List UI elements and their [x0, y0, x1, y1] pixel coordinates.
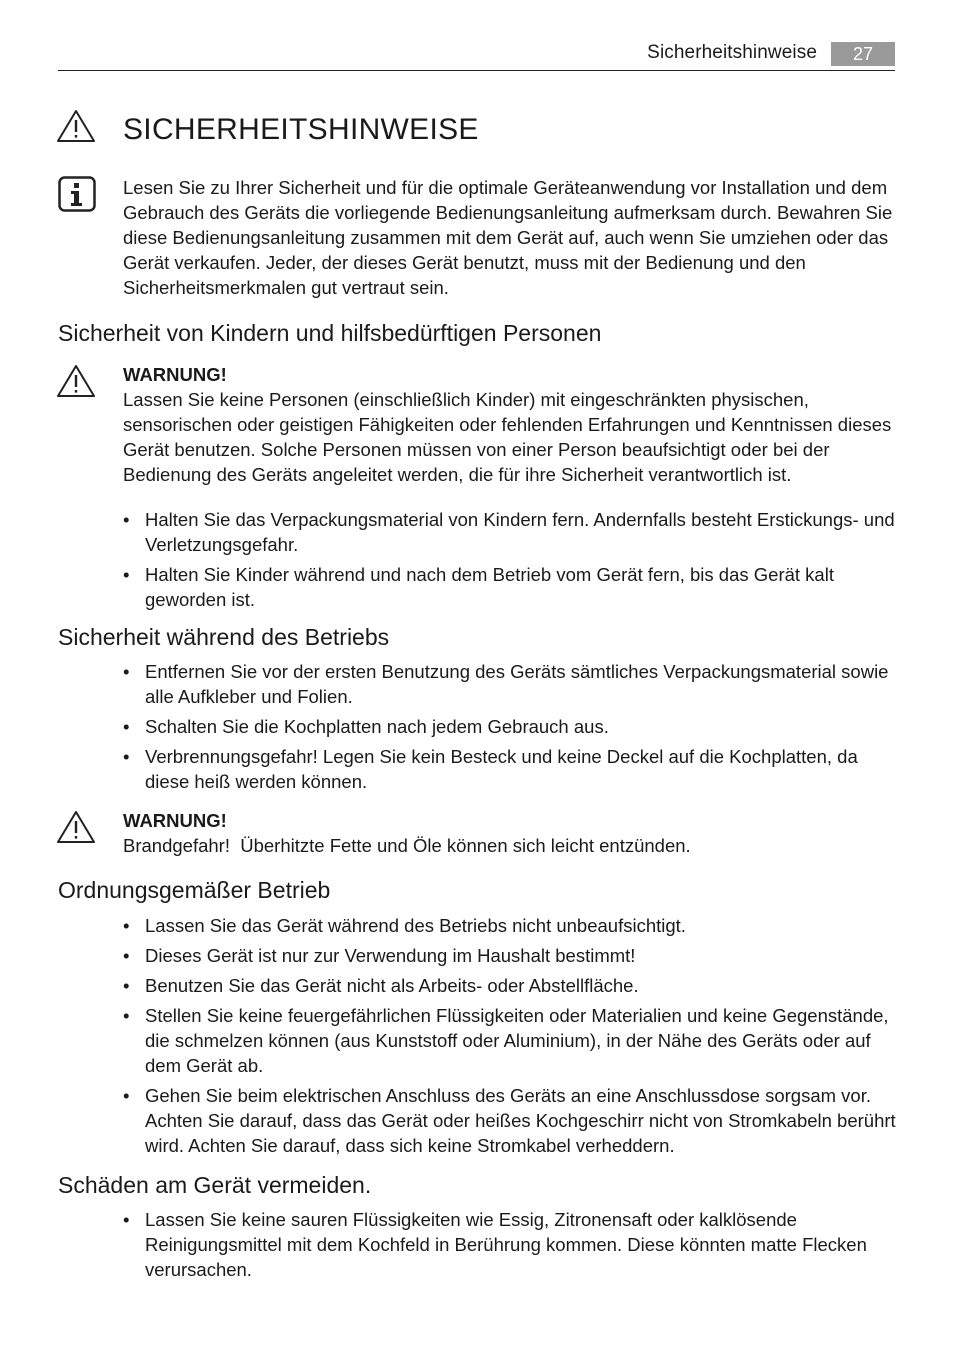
warning-block-betrieb: [123, 808, 898, 858]
warning-block-kinder: [123, 362, 898, 487]
bullet-list-ordnung: [123, 913, 898, 1163]
bullet-list-kinder: [123, 507, 898, 617]
info-icon: [58, 176, 96, 212]
list-item: • Lassen Sie keine sauren Flüssigkeiten wie Essig, Zitronensaft oder kalklösende Reinigungsmittel mit dem Kochfeld in Berührung kommen. Diese könnten matte Flecken verursachen.: [123, 1207, 898, 1282]
warning-label: WARNUNG!: [123, 810, 227, 831]
warning-text: Lassen Sie keine Personen (einschließlich Kinder) mit eingeschränkten physischen, sensorischen oder geistigen Fähigkeiten oder fehlenden Erfahrungen und Kenntnissen dieses Gerät benutzen. Solche Personen müssen von einer Person beaufsichtigt oder bei der Bedienung des Geräts angeleitet werden, die für ihre Sicherheit verantwortlich ist.: [123, 389, 892, 485]
list-item: • Halten Sie Kinder während und nach dem Betrieb vom Gerät fern, bis das Gerät kalt geworden ist.: [123, 562, 898, 612]
section-heading-betrieb: Sicherheit während des Betriebs: [58, 624, 390, 650]
warning-label: WARNUNG!: [123, 364, 227, 385]
list-item: • Entfernen Sie vor der ersten Benutzung des Geräts sämtliches Verpackungsmaterial sowie alle Aufkleber und Folien.: [123, 659, 898, 709]
section-heading-kinder: Sicherheit von Kindern und hilfsbedürftigen Personen: [58, 320, 602, 346]
bullet-list-betrieb: [123, 659, 898, 799]
list-item: • Halten Sie das Verpackungsmaterial von Kindern fern. Andernfalls besteht Erstickungs- und Verletzungsgefahr.: [123, 507, 898, 557]
list-item: • Schalten Sie die Kochplatten nach jedem Gebrauch aus.: [123, 714, 898, 739]
list-item: • Verbrennungsgefahr! Legen Sie kein Besteck und keine Deckel auf die Kochplatten, da diese heiß werden können.: [123, 744, 898, 794]
page-number: 27: [831, 42, 895, 66]
warning-text: Brandgefahr! Überhitzte Fette und Öle können sich leicht entzünden.: [123, 835, 691, 856]
list-item: • Dieses Gerät ist nur zur Verwendung im Haushalt bestimmt!: [123, 943, 898, 968]
page-title: SICHERHEITSHINWEISE: [123, 113, 479, 146]
warning-triangle-icon: [56, 810, 96, 844]
section-heading-schaeden: Schäden am Gerät vermeiden.: [58, 1172, 372, 1198]
list-item: • Stellen Sie keine feuergefährlichen Flüssigkeiten oder Materialien und keine Gegenstände, die schmelzen können (aus Kunststoff oder Aluminium), in der Nähe des Geräts oder auf dem Gerät ab.: [123, 1003, 898, 1078]
header-rule: [58, 70, 895, 71]
warning-triangle-icon: [56, 364, 96, 398]
list-item: • Gehen Sie beim elektrischen Anschluss des Geräts an eine Anschlussdose sorgsam vor. Achten Sie darauf, dass das Gerät oder heißes Kochgeschirr nicht von Stromkabeln berührt wird. Achten Sie darauf, dass sich keine Stromkabel verheddern.: [123, 1083, 898, 1158]
section-heading-ordnung: Ordnungsgemäßer Betrieb: [58, 877, 331, 903]
intro-paragraph: Lesen Sie zu Ihrer Sicherheit und für die optimale Geräteanwendung vor Installation und dem Gebrauch des Geräts die vorliegende Bedienungsanleitung aufmerksam durch. Bewahren Sie diese Bedienungsanleitung zusammen mit dem Gerät auf, auch wenn Sie umziehen oder das Gerät verkaufen. Jeder, der dieses Gerät benutzt, muss mit der Bedienung und den Sicherheitsmerkmalen gut vertraut sein.: [123, 177, 893, 298]
bullet-list-schaeden: [123, 1207, 898, 1287]
warning-triangle-icon: [56, 109, 96, 143]
running-header: Sicherheitshinweise: [647, 42, 817, 63]
list-item: • Benutzen Sie das Gerät nicht als Arbeits- oder Abstellfläche.: [123, 973, 898, 998]
list-item: • Lassen Sie das Gerät während des Betriebs nicht unbeaufsichtigt.: [123, 913, 898, 938]
